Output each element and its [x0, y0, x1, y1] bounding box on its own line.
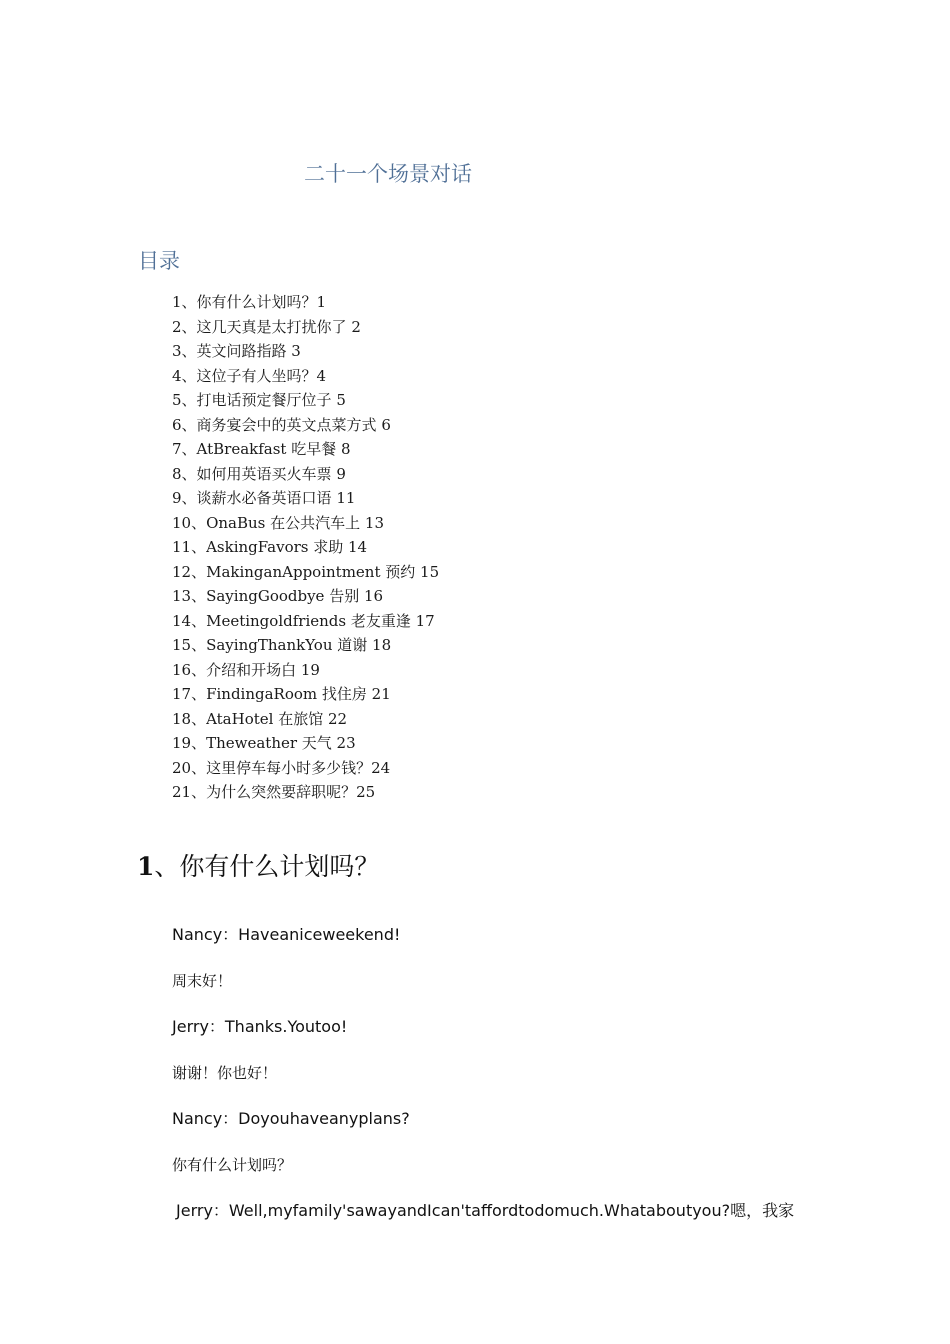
dialogue-line-chinese: 你有什么计划吗？ [172, 1156, 293, 1174]
toc-item[interactable]: 14、Meetingoldfriends 老友重逢 17 [172, 611, 435, 630]
toc-item[interactable]: 13、SayingGoodbye 告别 16 [172, 587, 384, 605]
toc-item[interactable]: 10、OnaBus 在公共汽车上 13 [172, 513, 384, 532]
toc-item[interactable]: 18、AtaHotel 在旅馆 22 [172, 709, 348, 728]
toc-item[interactable]: 17、FindingaRoom 找住房 21 [172, 685, 391, 703]
toc-heading: 目录 [138, 249, 180, 273]
toc-item[interactable]: 21、为什么突然要辞职呢？25 [172, 783, 376, 801]
toc-item[interactable]: 11、AskingFavors 求助 14 [172, 538, 368, 556]
toc-item[interactable]: 19、Theweather 天气 23 [172, 734, 356, 752]
dialogue-line-english: Jerry：Thanks.Youtoo! [172, 1017, 348, 1036]
table-of-contents [172, 290, 439, 805]
toc-item[interactable]: 5、打电话预定餐厅位子 5 [172, 391, 346, 409]
dialogue-line-chinese: 周末好！ [172, 972, 233, 990]
toc-item[interactable]: 3、英文问路指路 3 [172, 342, 301, 360]
toc-item[interactable]: 8、如何用英语买火车票 9 [172, 464, 346, 483]
section-heading [137, 847, 379, 883]
toc-item[interactable]: 6、商务宴会中的英文点菜方式 6 [172, 415, 391, 434]
toc-item[interactable]: 12、MakinganAppointment 预约 15 [172, 562, 440, 581]
toc-item[interactable]: 4、这位子有人坐吗？4 [172, 366, 327, 385]
toc-item[interactable]: 2、这几天真是太打扰你了 2 [172, 317, 361, 336]
toc-item[interactable]: 7、AtBreakfast 吃早餐 8 [172, 440, 351, 458]
toc-item[interactable]: 1、你有什么计划吗？1 [172, 293, 327, 311]
toc-item[interactable]: 20、这里停车每小时多少钱？24 [172, 758, 391, 777]
section-number: 1 [137, 852, 155, 881]
document-title: 二十一个场景对话 [304, 162, 472, 186]
dialogue-line-english: Nancy：Haveaniceweekend! [172, 925, 401, 944]
toc-item[interactable]: 16、介绍和开场白 19 [172, 660, 320, 679]
toc-item[interactable]: 15、SayingThankYou 道谢 18 [172, 636, 392, 654]
dialogue-line-english: Jerry：Well,myfamily'sawayandIcan'taffordtodomuch.Whataboutyou?嗯，我家 [176, 1201, 795, 1220]
dialogue-line-chinese: 谢谢！你也好！ [172, 1064, 278, 1082]
dialogue-body [172, 920, 812, 1226]
toc-item[interactable]: 9、谈薪水必备英语口语 11 [172, 489, 356, 507]
dialogue-line-english: Nancy：Doyouhaveanyplans? [172, 1109, 410, 1128]
section-title: 、你有什么计划吗？ [154, 852, 380, 881]
